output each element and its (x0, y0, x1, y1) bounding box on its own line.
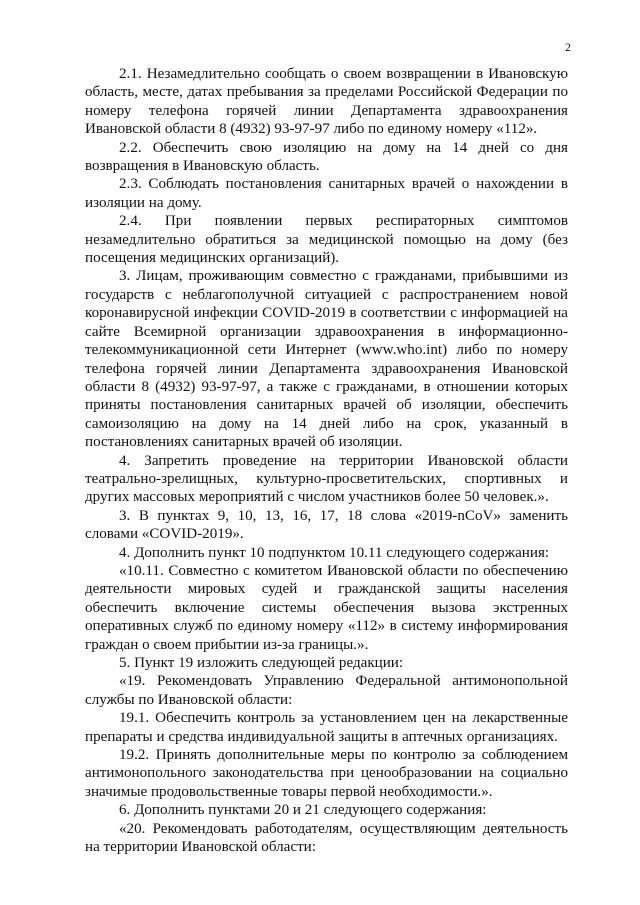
paragraph-6-add-points: 6. Дополнить пунктами 20 и 21 следующего содержания: (119, 802, 487, 819)
paragraph-19-2: 19.2. Принять дополнительные меры по контролю за соблюдением антимонопольного законодательства при ценообразовании на социально значимые продовольственные товары первой необходимости.». (85, 747, 568, 800)
paragraph-4-add-subpoint: 4. Дополнить пункт 10 подпунктом 10.11 следующего содержания: (119, 544, 550, 561)
paragraph-19-1: 19.1. Обеспечить контроль за установлением цен на лекарственные препараты и средства индивидуальной защиты в аптечных организациях. (85, 710, 568, 745)
paragraph-5-point-19: 5. Пункт 19 изложить следующей редакции: (119, 655, 404, 671)
paragraph-2-3: 2.3. Соблюдать постановления санитарных врачей о нахождении в изоляции на дому. (85, 176, 568, 211)
document-body (85, 65, 568, 856)
paragraph-4-mass-events: 4. Запретить проведение на территории Ивановской области театрально-зрелищных, культурно-просветительских, спортивных и других массовых мероприятий с числом участников более 50 человек.». (85, 452, 568, 506)
page-number: 2 (565, 40, 571, 54)
paragraph-3-replace-words: 3. В пунктах 9, 10, 13, 16, 17, 18 слова «2019-nCoV» заменить словами «COVID-2019». (85, 507, 568, 543)
paragraph-19: «19. Рекомендовать Управлению Федеральной антимонопольной службы по Ивановской области: (85, 673, 568, 708)
paragraph-2-4: 2.4. При появлении первых респираторных симптомов незамедлительно обратиться за медицинской помощью на дому (без посещения медицинских организаций). (85, 213, 568, 267)
paragraph-2-2: 2.2. Обеспечить свою изоляцию на дому на 14 дней со дня возвращения в Ивановскую область. (85, 139, 568, 175)
paragraph-2-1: 2.1. Незамедлительно сообщать о своем возвращении в Ивановскую область, месте, датах пребывания за пределами Российской Федерации по номеру телефона горячей линии Департамента здравоохранения Ивановской области 8 (4932) 93-97-97 либо по единому номеру «112». (85, 66, 568, 138)
paragraph-20: «20. Рекомендовать работодателям, осуществляющим деятельность на территории Ивановской области: (85, 820, 568, 856)
paragraph-10-11: «10.11. Совместно с комитетом Ивановской области по обеспечению деятельности мировых судей и гражданской защиты населения обеспечить включение системы обеспечения вызова экстренных оперативных служб по единому номеру «112» в систему информирования граждан о своем прибытии из-за границы.». (85, 562, 568, 653)
paragraph-3-cohabitants: 3. Лицам, проживающим совместно с гражданами, прибывшими из государств с неблагополучной ситуацией с распространением новой коронавирусной инфекции COVID-2019 в соответствии с информацией на сайте Всемирной организации здравоохранения в информационно-телекоммуникационной сети Интернет (www.who.int) либо по номеру телефона горячей линии Департамента здравоохранения Ивановской области 8 (4932) 93-97-97, а также с гражданами, в отношении которых приняты постановления санитарных врачей об изоляции, обеспечить самоизоляцию на дому на 14 дней либо на срок, указанный в постановлениях санитарных врачей об изоляции. (85, 268, 568, 451)
